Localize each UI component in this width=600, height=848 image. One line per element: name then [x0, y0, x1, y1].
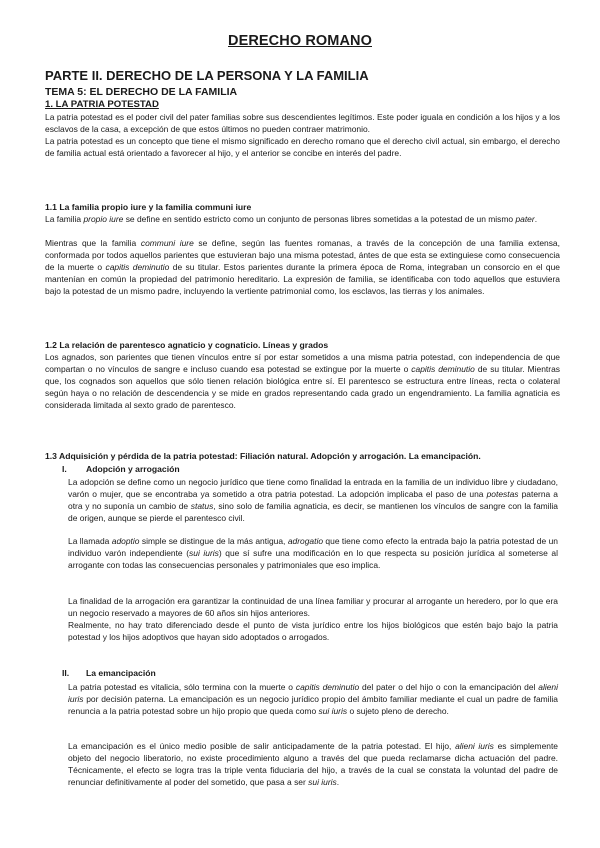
- subheading-adopcion: Adopción y arrogación: [86, 464, 180, 474]
- subheading-emancipacion: La emancipación: [86, 668, 156, 678]
- paragraph-adopcion-definition: La adopción se define como un negocio jurídico que tiene como finalidad la entrada en la familia de un individuo libre y ciudadano, varón o mujer, que se encontraba ya sometido a otra patria potestad. La adopción implicaba el paso de una potestas paterna a otra y no suponía un cambio de status, sino solo de familia agnaticia, es decir, se mantienen los vínculos de sangre con la familia de origen, aunque se pierde el parentesco civil.: [68, 477, 558, 523]
- paragraph-emancipacion-medio: La emancipación es el único medio posible de salir anticipadamente de la patria potestad. El hijo, alieni iuris es simplemente objeto del negocio liberatorio, no existe procedimiento alguno a través del que pueda reclamarse dicha actuación del padre. Técnicamente, el efecto se logra tras la triple venta fiduciaria del hijo, a través de la cual se constata la voluntad del padre de renunciar definitivamente al poder del sometido, que pasa a ser sui iuris.: [68, 741, 558, 787]
- roman-numeral-ii: II.: [62, 668, 70, 678]
- paragraph-patria-potestad-concept: La patria potestad es un concepto que tiene el mismo significado en derecho romano que el derecho civil actual, sin embargo, el derecho de familia actual está orientado a favorecer al hijo, y el anterior se concibe en interés del padre.: [45, 136, 560, 158]
- paragraph-propio-iure: La familia propio iure se define en sentido estricto como un conjunto de personas libres sometidas a la potestad de un mismo pater.: [45, 214, 538, 224]
- paragraph-patria-potestad-definition: La patria potestad es el poder civil del pater familias sobre sus descendientes legítimos. Este poder iguala en condición a los hijos y a los esclavos de la casa, a excepción de que estos últimos no pueden contraer matrimonio.: [45, 112, 560, 134]
- paragraph-arrogacion-finalidad: La finalidad de la arrogación era garantizar la continuidad de una línea familiar y procurar al arrogante un heredero, por lo que era un negocio reservado a mayores de 60 años sin hijos anteriores.: [68, 596, 558, 618]
- document-title: DERECHO ROMANO: [228, 33, 372, 49]
- subheading-1-1: 1.1 La familia propio iure y la familia communi iure: [45, 202, 252, 212]
- paragraph-emancipacion-definition: La patria potestad es vitalicia, sólo termina con la muerte o capitis deminutio del pater o del hijo o con la emancipación del alieni iuris por decisión paterna. La emancipación es un negocio jurídico propio del ámbito familiar mediante el cual un padre de familia renuncia a la patria potestad sobre un hijo propio que queda como sui iuris o sujeto pleno de derecho.: [68, 682, 558, 716]
- paragraph-adoptio-adrogatio: La llamada adoptio simple se distingue de la más antigua, adrogatio que tiene como efecto la entrada bajo la patria potestad de un individuo varón independiente (sui iuris) que sí sufre una modificación en lo que respecta su posición jurídica al someterse al arrogante con todas las consecuencias personales y patrimoniales que eso implica.: [68, 536, 558, 570]
- paragraph-communi-iure: Mientras que la familia communi iure se define, según las fuentes romanas, a través de la concepción de una familia extensa, conformada por todos aquellos parientes que estuvieran bajo una misma potestad, ántes de que esta se extinguiese como consecuencia de la muerte o capitis deminutio de su titular. Estos parientes durante la primera época de Roma, integraban un consorcio en el que mantenían en común la propiedad del patrimonio hereditario. La expresión de familia, se identificaba con todo aquellos que estuviera bajo la potestad de un mismo padre, incluyendo la vertiente patrimonial como, los esclavos, las tierras y los animales.: [45, 238, 560, 296]
- subheading-1-3: 1.3 Adquisición y pérdida de la patria potestad: Filiación natural. Adopción y arrogación. La emancipación.: [45, 451, 481, 461]
- tema-heading: TEMA 5: EL DERECHO DE LA FAMILIA: [45, 86, 238, 98]
- section-heading-patria-potestad: 1. LA PATRIA POTESTAD: [45, 99, 159, 110]
- roman-numeral-i: I.: [62, 464, 67, 474]
- subheading-1-2: 1.2 La relación de parentesco agnaticio y cognaticio. Líneas y grados: [45, 340, 329, 350]
- paragraph-hijos-biologicos-adoptivos: Realmente, no hay trato diferenciado desde el punto de vista jurídico entre los hijos biológicos que estén bajo bajo la patria potestad y los hijos adoptivos que hayan sido adoptados o arrogados.: [68, 620, 558, 642]
- paragraph-agnados-cognados: Los agnados, son parientes que tienen vínculos entre sí por estar sometidos a una misma patria potestad, con independencia de que compartan o no vínculos de sangre e incluso cuando esa potestad se extingue por la muerte o capitis deminutio de su titular. Mientras que, los cognados son aquellos que sólo tienen relación biológica entre sí. El parentesco se estructura entre líneas, recta o colateral según haya o no relación de descendencia y se mide en grados representando cada grado un engendramiento. La familia agnaticia es considerada limitada al sexto grado de parentesco.: [45, 352, 560, 410]
- part-heading: PARTE II. DERECHO DE LA PERSONA Y LA FAMILIA: [45, 68, 369, 83]
